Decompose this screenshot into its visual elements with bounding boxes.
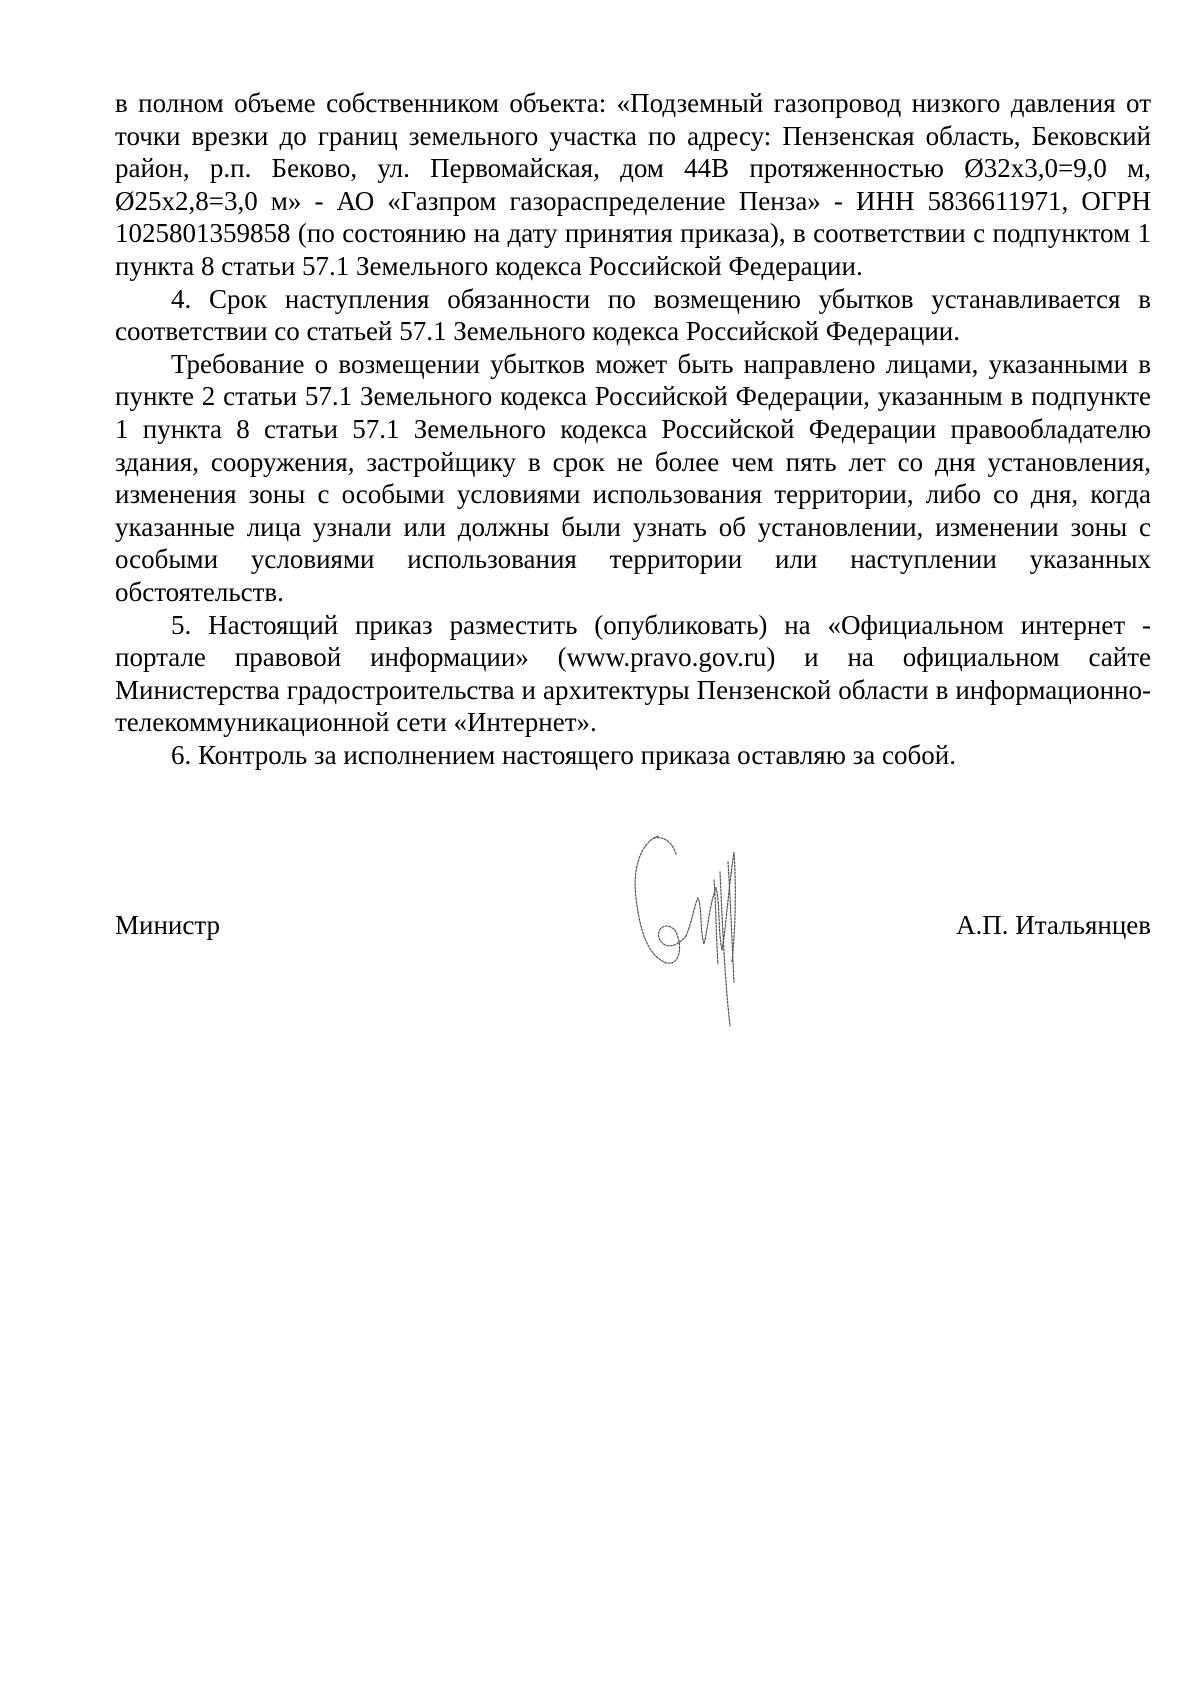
- document-body: [115, 87, 1151, 771]
- paragraph-item-6: 6. Контроль за исполнением настоящего приказа оставляю за собой.: [171, 739, 956, 770]
- signatory-title: Министр: [115, 910, 220, 940]
- paragraph-compensation-demand: Требование о возмещении убытков может быть направлено лицами, указанными в пункте 2 статьи 57.1 Земельного кодекса Российской Федерации, указанным в подпункте 1 пункта 8 статьи 57.1 Земельного кодекса Российской Федерации правообладателю здания, сооружения, застройщику в срок не более чем пять лет со дня установления, изменения зоны с особыми условиями использования территории, либо со дня, когда указанные лица узнали или должны были узнать об установлении, изменении зоны с особыми условиями использования территории или наступлении указанных обстоятельств.: [115, 348, 1151, 607]
- paragraph-continuation: в полном объеме собственником объекта: «Подземный газопровод низкого давления от точки врезки до границ земельного участка по адресу: Пензенская область, Бековский район, р.п. Беково, ул. Первомайская, дом 44В протяженностью Ø32х3,0=9,0 м, Ø25х2,8=3,0 м» - АО «Газпром газораспределение Пенза» - ИНН 5836611971, ОГРН 1025801359858 (по состоянию на дату принятия приказа), в соответствии с подпунктом 1 пункта 8 статьи 57.1 Земельного кодекса Российской Федерации.: [115, 88, 1151, 281]
- paragraph-item-5: 5. Настоящий приказ разместить (опубликовать) на «Официальном интернет - портале правовой информации» (www.pravo.gov.ru) и на официальном сайте Министерства градостроительства и архитектуры Пензенской области в информационно-телекоммуникационной сети «Интернет».: [115, 609, 1151, 738]
- handwritten-signature-icon: [626, 832, 766, 1032]
- signatory-name: А.П. Итальянцев: [956, 910, 1151, 940]
- paragraph-item-4: 4. Срок наступления обязанности по возмещению убытков устанавливается в соответствии со статьей 57.1 Земельного кодекса Российской Федерации.: [115, 283, 1151, 347]
